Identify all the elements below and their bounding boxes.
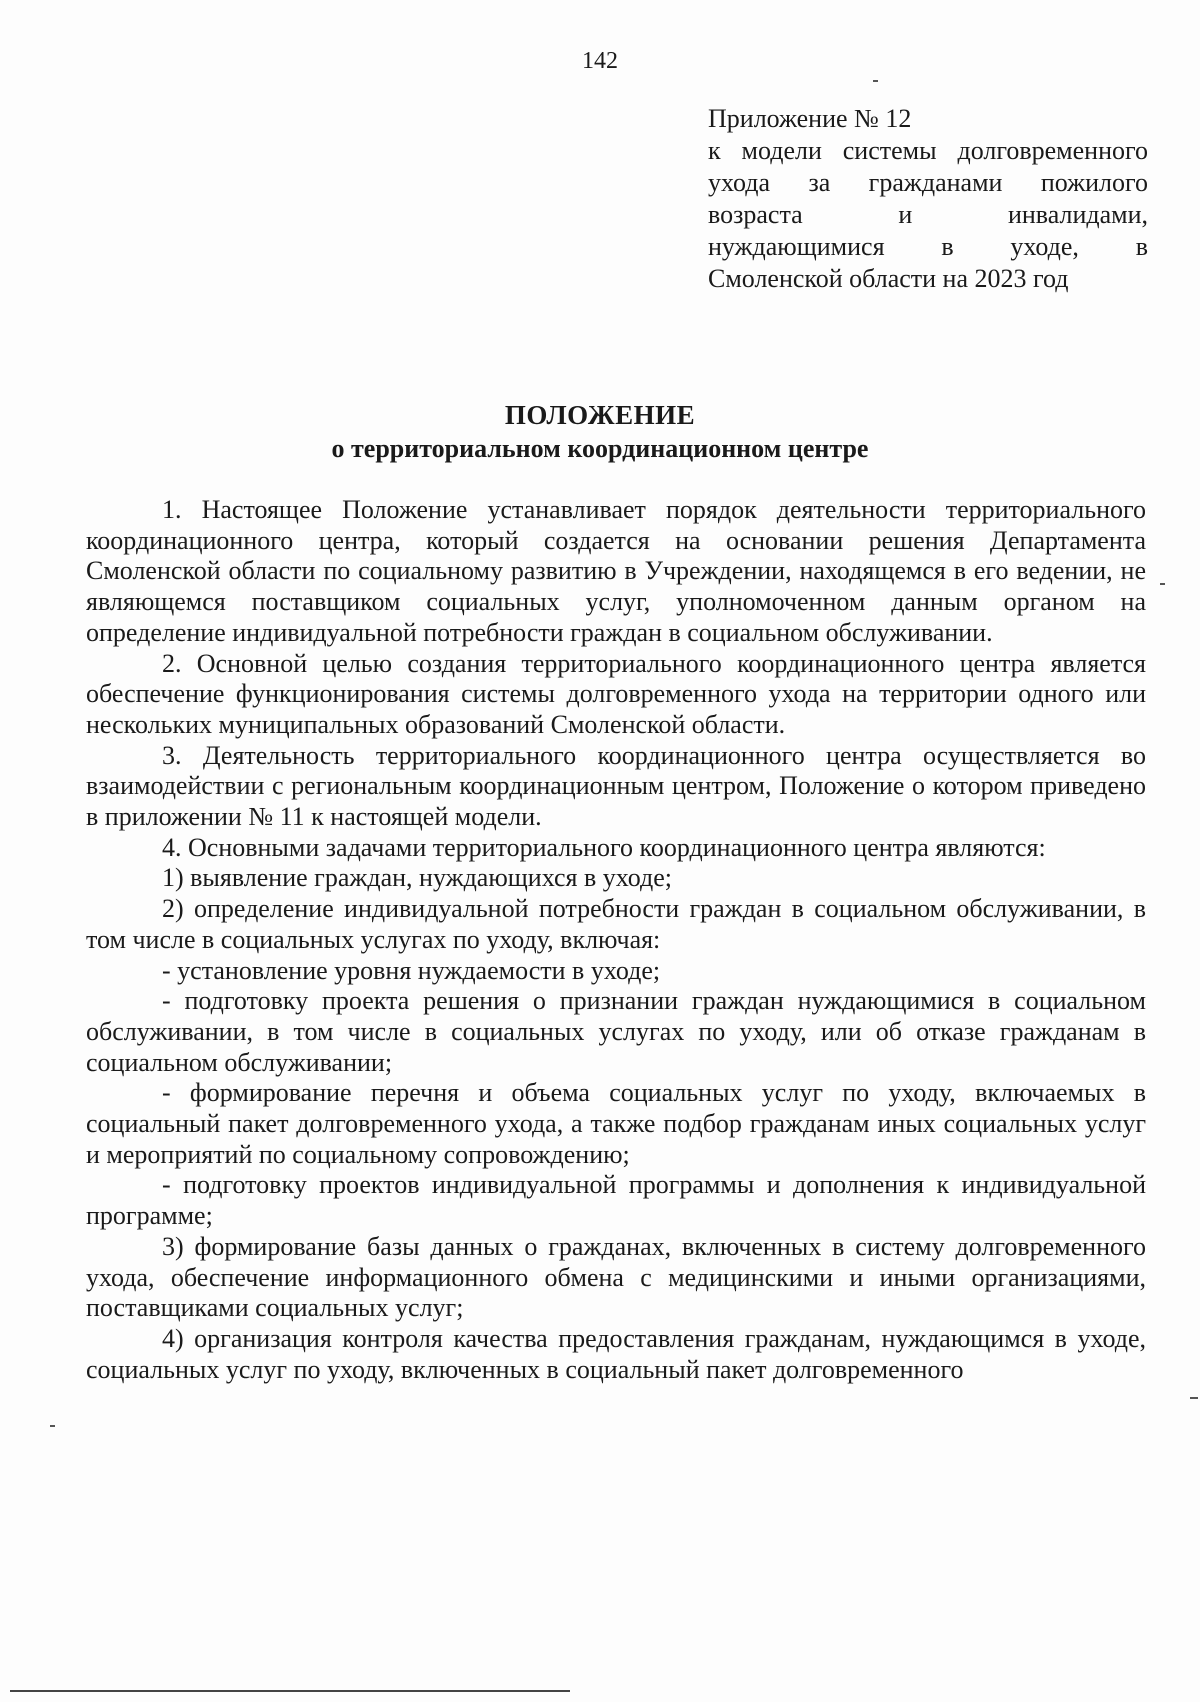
title-block bbox=[0, 398, 1200, 466]
annex-line: нуждающимися в уходе, в bbox=[708, 232, 1148, 261]
scan-artifact bbox=[1160, 583, 1165, 585]
scan-artifact bbox=[50, 1425, 55, 1427]
scan-artifact bbox=[873, 80, 878, 82]
annex-line: возраста и инвалидами, bbox=[708, 200, 1148, 229]
document-subtitle: о территориальном координационном центре bbox=[331, 434, 869, 463]
bottom-scan-edge bbox=[10, 1690, 570, 1692]
paragraph: 2. Основной целью создания территориального координационного центра является обеспечение функционирования системы долговременного ухода на территории одного или нескольких муниципальных образований Смоленской области. bbox=[86, 648, 1146, 739]
page-number: 142 bbox=[582, 48, 618, 74]
annex-line: к модели системы долговременного bbox=[708, 136, 1148, 165]
document-title: ПОЛОЖЕНИЕ bbox=[504, 400, 696, 430]
scan-artifact bbox=[1190, 1397, 1198, 1399]
list-item: 3) формирование базы данных о гражданах, включенных в систему долговременного ухода, обеспечение информационного обмена с медицинскими и иными организациями, поставщиками социальных услуг; bbox=[86, 1231, 1146, 1323]
annex-reference bbox=[708, 103, 1148, 295]
list-item: 1) выявление граждан, нуждающихся в уходе; bbox=[162, 863, 672, 893]
list-subitem: - подготовку проекта решения о признании граждан нуждающимися в социальном обслуживании, в том числе в социальных услугах по уходу, или об отказе гражданам в социальном обслуживании; bbox=[86, 986, 1146, 1077]
paragraph: 4. Основными задачами территориального координационного центра являются: bbox=[162, 832, 1046, 862]
list-subitem: - установление уровня нуждаемости в уходе; bbox=[162, 955, 661, 985]
list-item: 4) организация контроля качества предоставления гражданам, нуждающимся в уходе, социальных услуг по уходу, включенных в социальный пакет долговременного bbox=[86, 1323, 1146, 1384]
annex-line: Смоленской области на 2023 год bbox=[708, 264, 1069, 293]
list-subitem: - подготовку проектов индивидуальной программы и дополнения к индивидуальной программе; bbox=[86, 1170, 1146, 1231]
document-body bbox=[86, 495, 1146, 1385]
annex-line: Приложение № 12 bbox=[708, 104, 912, 133]
paragraph: 3. Деятельность территориального координационного центра осуществляется во взаимодействии с региональным координационным центром, Положение о котором приведено в приложении № 11 к настоящей модели. bbox=[86, 740, 1146, 832]
list-subitem: - формирование перечня и объема социальных услуг по уходу, включаемых в социальный пакет долговременного ухода, а также подбор гражданам иных социальных услуг и мероприятий по социальному сопровождению; bbox=[86, 1078, 1146, 1169]
list-item: 2) определение индивидуальной потребности граждан в социальном обслуживании, в том числе в социальных услугах по уходу, включая: bbox=[86, 894, 1146, 954]
paragraph: 1. Настоящее Положение устанавливает порядок деятельности территориального координационного центра, который создается на основании решения Департамента Смоленской области по социальному развитию в Учреждении, находящемся в его ведении, не являющемся поставщиком социальных услуг, уполномоченном данным органом на определение индивидуальной потребности граждан в социальном обслуживании. bbox=[86, 495, 1146, 647]
annex-line: ухода за гражданами пожилого bbox=[708, 168, 1148, 197]
